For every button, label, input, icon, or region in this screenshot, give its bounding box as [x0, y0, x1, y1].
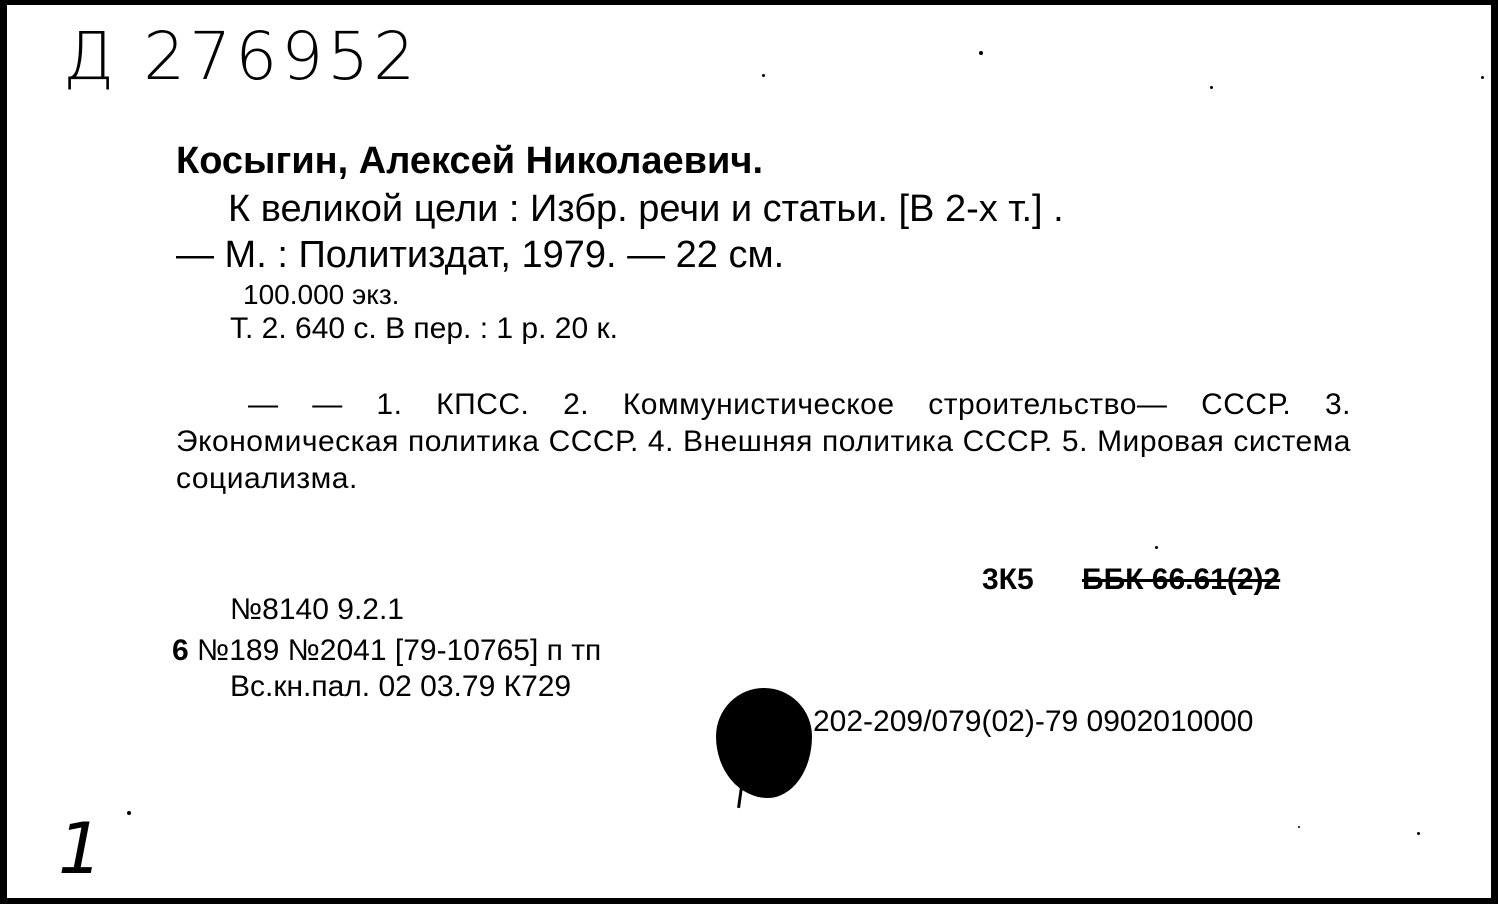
- speck: [1481, 76, 1484, 79]
- title-statement: К великой цели : Избр. речи и статьи. [В 2-х т.] .: [228, 188, 1064, 230]
- subject-headings: — — 1. КПСС. 2. Коммунистическое строительство— СССР. 3. Экономическая политика СССР. 4. Внешняя политика СССР. 5. Мировая система социализма.: [176, 388, 1351, 495]
- imprint-line: — М. : Политиздат, 1979. — 22 см.: [176, 234, 785, 276]
- author-heading: Косыгин, Алексей Николаевич.: [176, 140, 763, 182]
- order-line-3: Вс.кн.пал. 02 03.79 К729: [230, 670, 572, 703]
- print-run: 100.000 экз.: [243, 279, 400, 310]
- speck: [127, 811, 131, 815]
- order-line-2-text: №189 №2041 [79-10765] п тп: [197, 634, 602, 667]
- order-line-2-prefix: 6: [172, 634, 189, 667]
- speck: [979, 51, 983, 55]
- speck: [1417, 832, 1420, 835]
- order-line-1: №8140 9.2.1: [230, 593, 404, 626]
- speck: [1298, 826, 1300, 828]
- classification-code: 3К5: [982, 563, 1034, 596]
- call-number: Д 276952: [63, 18, 420, 95]
- order-line-2: [172, 634, 601, 668]
- corner-mark: 1: [58, 808, 107, 890]
- publisher-code: 202-209/079(02)-79 0902010000: [813, 705, 1254, 738]
- speck: [1210, 86, 1213, 89]
- volume-description: Т. 2. 640 с. В пер. : 1 р. 20 к.: [230, 312, 618, 345]
- speck: [762, 74, 765, 77]
- speck: [1155, 546, 1158, 549]
- bbk-code: ББК 66.61(2)2: [1082, 563, 1281, 596]
